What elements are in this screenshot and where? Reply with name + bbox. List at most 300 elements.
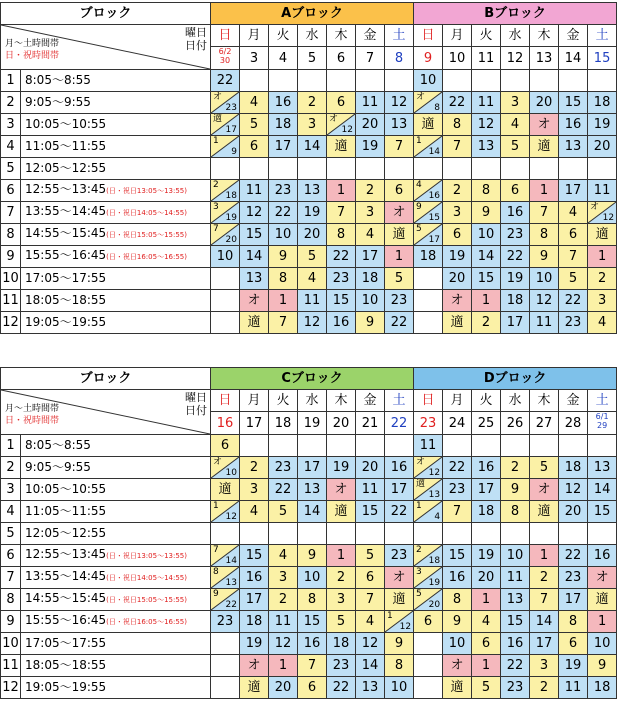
cell-value: 適 bbox=[595, 592, 609, 607]
cell-value: 8 bbox=[336, 227, 346, 242]
cell-value: 17 bbox=[506, 315, 524, 330]
cell-value: 9 bbox=[278, 249, 288, 264]
schedule-cell bbox=[559, 224, 588, 246]
date-text: 6 bbox=[336, 50, 346, 66]
slot-number: 9 bbox=[1, 611, 21, 633]
cell-value: 8 bbox=[452, 117, 462, 132]
schedule-cell bbox=[472, 92, 501, 114]
schedule-cell bbox=[356, 246, 385, 268]
date-cell bbox=[414, 412, 443, 435]
date-text: 25 bbox=[477, 415, 495, 431]
cell-value: 4 bbox=[365, 227, 375, 242]
schedule-cell bbox=[356, 655, 385, 677]
cell-value: 19 bbox=[564, 658, 582, 673]
weekday-cell: 日 bbox=[211, 390, 240, 412]
schedule-cell bbox=[559, 180, 588, 202]
schedule-cell bbox=[211, 70, 240, 92]
schedule-cell bbox=[414, 633, 443, 655]
cell-bottom-value: 12 bbox=[399, 622, 412, 632]
schedule-cell bbox=[298, 545, 327, 567]
cell-value: 適 bbox=[450, 680, 464, 695]
cell-value: 5 bbox=[394, 271, 404, 286]
schedule-cell bbox=[356, 136, 385, 158]
schedule-cell bbox=[356, 224, 385, 246]
schedule-cell bbox=[559, 677, 588, 699]
schedule-cell bbox=[472, 479, 501, 501]
schedule-cell bbox=[385, 633, 414, 655]
schedule-cell bbox=[588, 70, 617, 92]
schedule-cell bbox=[414, 457, 443, 479]
schedule-cell bbox=[356, 290, 385, 312]
time-range bbox=[21, 677, 211, 699]
block-header-row bbox=[1, 3, 617, 25]
cell-value: 16 bbox=[245, 570, 263, 585]
schedule-cell bbox=[385, 70, 414, 92]
cell-value: 13 bbox=[593, 460, 611, 475]
time-text: 15:55～16:45 bbox=[25, 613, 107, 627]
cell-value: 7 bbox=[452, 139, 462, 154]
schedule-cell bbox=[385, 224, 414, 246]
time-range bbox=[21, 70, 211, 92]
cell-value: 19 bbox=[506, 271, 524, 286]
block-name: Dブロック bbox=[414, 368, 617, 390]
cell-value: 8 bbox=[481, 183, 491, 198]
schedule-cell bbox=[414, 611, 443, 633]
time-slot-row bbox=[1, 114, 617, 136]
cell-value: 23 bbox=[274, 183, 292, 198]
holiday-time-text: (日・祝日16:05～16:55) bbox=[106, 618, 187, 626]
schedule-cell bbox=[530, 224, 559, 246]
date-cell bbox=[559, 47, 588, 70]
cell-value: 6 bbox=[452, 227, 462, 242]
schedule-cell bbox=[501, 136, 530, 158]
cell-bottom-value: 10 bbox=[225, 468, 237, 478]
date-text: 5 bbox=[307, 50, 317, 66]
cell-top-value: 1 bbox=[416, 501, 422, 511]
cell-bottom-value: 23 bbox=[225, 103, 237, 113]
schedule-cell bbox=[385, 114, 414, 136]
schedule-cell bbox=[327, 677, 356, 699]
cell-value: 1 bbox=[597, 614, 607, 629]
cell-value: 4 bbox=[568, 205, 578, 220]
schedule-cell bbox=[559, 457, 588, 479]
cell-value: 23 bbox=[332, 271, 350, 286]
schedule-cell bbox=[269, 114, 298, 136]
schedule-cell bbox=[559, 290, 588, 312]
schedule-cell bbox=[298, 457, 327, 479]
cell-value: 6 bbox=[423, 614, 433, 629]
cell-value: 6 bbox=[220, 438, 230, 453]
schedule-cell bbox=[588, 435, 617, 457]
cell-value: 5 bbox=[539, 460, 549, 475]
schedule-cell bbox=[240, 202, 269, 224]
schedule-cell bbox=[211, 224, 240, 246]
cell-top-value: オ bbox=[213, 92, 223, 102]
cell-value: 22 bbox=[332, 249, 350, 264]
slot-number: 12 bbox=[1, 312, 21, 334]
cell-value: 9 bbox=[481, 205, 491, 220]
cell-top-value: 4 bbox=[416, 180, 422, 190]
cell-value: 8 bbox=[539, 227, 549, 242]
schedule-cell bbox=[211, 567, 240, 589]
weekday-cell: 木 bbox=[327, 25, 356, 47]
schedule-cell bbox=[530, 457, 559, 479]
cell-top-value: オ bbox=[213, 457, 223, 467]
time-text: 11:05～11:55 bbox=[25, 139, 107, 153]
cell-value: 20 bbox=[448, 271, 466, 286]
schedule-cell bbox=[240, 435, 269, 457]
date-cell bbox=[298, 47, 327, 70]
schedule-cell bbox=[298, 70, 327, 92]
weekday-row bbox=[1, 390, 617, 412]
schedule-cell bbox=[472, 523, 501, 545]
schedule-cell bbox=[530, 501, 559, 523]
schedule-cell bbox=[530, 677, 559, 699]
schedule-cell bbox=[240, 457, 269, 479]
schedule-cell bbox=[559, 136, 588, 158]
schedule-cell bbox=[327, 246, 356, 268]
schedule-cell bbox=[559, 501, 588, 523]
cell-value: 18 bbox=[593, 95, 611, 110]
date-text: 17 bbox=[245, 415, 263, 431]
weekday-cell: 水 bbox=[298, 25, 327, 47]
slot-number: 6 bbox=[1, 180, 21, 202]
slot-number: 4 bbox=[1, 501, 21, 523]
schedule-cell bbox=[269, 589, 298, 611]
cell-bottom-value: 18 bbox=[225, 191, 237, 201]
schedule-cell bbox=[211, 290, 240, 312]
cell-bottom-value: 18 bbox=[428, 556, 441, 566]
cell-value: 10 bbox=[390, 680, 408, 695]
date-text: 10 bbox=[448, 50, 466, 66]
schedule-cell bbox=[298, 611, 327, 633]
cell-value: 16 bbox=[477, 460, 495, 475]
date-text: 27 bbox=[535, 415, 553, 431]
time-slot-row bbox=[1, 290, 617, 312]
cell-value: 3 bbox=[539, 658, 549, 673]
schedule-cell bbox=[240, 633, 269, 655]
date-text: 3 bbox=[249, 50, 259, 66]
schedule-cell bbox=[298, 567, 327, 589]
time-slot-row bbox=[1, 523, 617, 545]
schedule-cell bbox=[298, 202, 327, 224]
schedule-cell bbox=[443, 202, 472, 224]
schedule-cell bbox=[356, 435, 385, 457]
schedule-cell bbox=[211, 501, 240, 523]
schedule-cell bbox=[588, 246, 617, 268]
cell-value: 1 bbox=[539, 548, 549, 563]
slot-number: 11 bbox=[1, 290, 21, 312]
date-cell bbox=[530, 412, 559, 435]
cell-value: 4 bbox=[249, 504, 259, 519]
date-text: 20 bbox=[332, 415, 350, 431]
cell-bottom-value: 15 bbox=[428, 213, 441, 223]
cell-value: 3 bbox=[452, 205, 462, 220]
schedule-cell bbox=[240, 589, 269, 611]
cell-bottom-value: 9 bbox=[231, 147, 237, 157]
schedule-cell bbox=[211, 457, 240, 479]
weekday-cell: 金 bbox=[559, 25, 588, 47]
weekday-time-label: 月～土時間帯 bbox=[5, 39, 60, 49]
weekday-cell: 月 bbox=[443, 25, 472, 47]
schedule-cell bbox=[298, 523, 327, 545]
cell-value: 7 bbox=[539, 205, 549, 220]
cell-value: 20 bbox=[535, 95, 553, 110]
cell-value: 4 bbox=[278, 548, 288, 563]
cell-top-value: 適 bbox=[213, 114, 223, 124]
date-text: 28 bbox=[564, 415, 582, 431]
cell-value: 13 bbox=[303, 183, 321, 198]
cell-value: 15 bbox=[564, 95, 582, 110]
time-range bbox=[21, 633, 211, 655]
cell-value: 11 bbox=[506, 570, 524, 585]
schedule-cell bbox=[559, 589, 588, 611]
cell-value: 2 bbox=[481, 315, 491, 330]
block-label: ブロック bbox=[1, 368, 211, 390]
cell-value: 19 bbox=[448, 249, 466, 264]
cell-top-value: 8 bbox=[213, 567, 219, 577]
schedule-cell bbox=[501, 589, 530, 611]
schedule-cell bbox=[385, 158, 414, 180]
cell-value: 10 bbox=[448, 636, 466, 651]
schedule-cell bbox=[356, 268, 385, 290]
schedule-cell bbox=[588, 501, 617, 523]
date-cell bbox=[240, 412, 269, 435]
cell-value: 8 bbox=[510, 504, 520, 519]
schedule-cell bbox=[588, 224, 617, 246]
cell-value: 20 bbox=[303, 227, 321, 242]
cell-value: 10 bbox=[506, 548, 524, 563]
schedule-cell bbox=[356, 611, 385, 633]
schedule-cell bbox=[501, 567, 530, 589]
schedule-cell bbox=[211, 92, 240, 114]
slot-number: 1 bbox=[1, 435, 21, 457]
slot-number: 3 bbox=[1, 479, 21, 501]
cell-value: オ bbox=[537, 482, 551, 497]
date-cell bbox=[211, 47, 240, 70]
schedule-cell bbox=[356, 70, 385, 92]
cell-bottom-value: 14 bbox=[225, 556, 237, 566]
schedule-cell bbox=[269, 567, 298, 589]
schedule-cell bbox=[327, 655, 356, 677]
schedule-cell bbox=[443, 435, 472, 457]
holiday-time-text: (日・祝日13:05～13:55) bbox=[106, 552, 187, 560]
time-text: 19:05～19:55 bbox=[25, 315, 107, 329]
cell-bottom-value: 13 bbox=[225, 578, 237, 588]
schedule-cell bbox=[240, 312, 269, 334]
cell-value: 9 bbox=[510, 482, 520, 497]
schedule-cell bbox=[501, 158, 530, 180]
slot-number: 5 bbox=[1, 158, 21, 180]
schedule-cell bbox=[588, 523, 617, 545]
schedule-cell bbox=[559, 158, 588, 180]
block-name: Cブロック bbox=[211, 368, 414, 390]
cell-top-value: オ bbox=[416, 457, 426, 467]
time-slot-row bbox=[1, 545, 617, 567]
cell-value: 6 bbox=[481, 636, 491, 651]
cell-value: 10 bbox=[274, 227, 292, 242]
schedule-cell bbox=[211, 268, 240, 290]
schedule-cell bbox=[298, 677, 327, 699]
time-text: 9:05～9:55 bbox=[25, 460, 91, 474]
cell-bottom-value: 12 bbox=[602, 213, 615, 223]
cell-value: 12 bbox=[564, 482, 582, 497]
cell-top-value: 9 bbox=[213, 589, 219, 599]
schedule-cell bbox=[269, 655, 298, 677]
schedule-cell bbox=[211, 589, 240, 611]
date-cell bbox=[501, 412, 530, 435]
schedule-cell bbox=[240, 92, 269, 114]
cell-value: 適 bbox=[537, 139, 551, 154]
cell-value: 16 bbox=[506, 636, 524, 651]
cell-value: 1 bbox=[597, 249, 607, 264]
cell-value: 2 bbox=[307, 95, 317, 110]
cell-value: 3 bbox=[597, 293, 607, 308]
schedule-cell bbox=[385, 246, 414, 268]
schedule-cell bbox=[240, 523, 269, 545]
schedule-cell bbox=[269, 70, 298, 92]
cell-value: 18 bbox=[361, 271, 379, 286]
schedule-cell bbox=[240, 114, 269, 136]
weekday-cell: 火 bbox=[269, 25, 298, 47]
schedule-cell bbox=[385, 479, 414, 501]
time-slot-row bbox=[1, 268, 617, 290]
cell-value: 5 bbox=[249, 117, 259, 132]
holiday-time-label: 日・祝時間帯 bbox=[5, 51, 60, 61]
schedule-cell bbox=[530, 611, 559, 633]
weekday-cell: 日 bbox=[414, 390, 443, 412]
cell-value: 18 bbox=[245, 614, 263, 629]
date-cell bbox=[327, 412, 356, 435]
time-slot-row bbox=[1, 655, 617, 677]
schedule-cell bbox=[414, 479, 443, 501]
time-slot-row bbox=[1, 180, 617, 202]
schedule-cell bbox=[414, 202, 443, 224]
schedule-cell bbox=[530, 114, 559, 136]
schedule-cell bbox=[530, 633, 559, 655]
cell-value: 15 bbox=[332, 293, 350, 308]
cell-value: 4 bbox=[597, 315, 607, 330]
cell-value: 適 bbox=[247, 315, 261, 330]
schedule-cell bbox=[443, 457, 472, 479]
weekday-cell: 土 bbox=[588, 390, 617, 412]
cell-top-value: 2 bbox=[213, 180, 219, 190]
slot-number: 12 bbox=[1, 677, 21, 699]
date-cell bbox=[588, 47, 617, 70]
schedule-cell bbox=[588, 290, 617, 312]
schedule-cell bbox=[356, 312, 385, 334]
cell-value: 6 bbox=[249, 139, 259, 154]
cell-value: 23 bbox=[390, 548, 408, 563]
cell-bottom-value: 20 bbox=[225, 235, 237, 245]
time-slot-row bbox=[1, 501, 617, 523]
cell-top-value: 1 bbox=[387, 611, 393, 621]
weekday-cell: 火 bbox=[472, 390, 501, 412]
schedule-cell bbox=[356, 457, 385, 479]
schedule-cell bbox=[443, 290, 472, 312]
date-text: 14 bbox=[564, 50, 582, 66]
cell-value: オ bbox=[537, 117, 551, 132]
schedule-cell bbox=[559, 567, 588, 589]
cell-value: 12 bbox=[390, 95, 408, 110]
time-range bbox=[21, 180, 211, 202]
schedule-cell bbox=[588, 92, 617, 114]
schedule-cell bbox=[559, 479, 588, 501]
cell-value: 5 bbox=[307, 249, 317, 264]
cell-value: 10 bbox=[361, 293, 379, 308]
slot-number: 4 bbox=[1, 136, 21, 158]
schedule-cell bbox=[211, 114, 240, 136]
schedule-cell bbox=[211, 158, 240, 180]
schedule-cell bbox=[588, 633, 617, 655]
schedule-cell bbox=[530, 180, 559, 202]
schedule-cell bbox=[211, 677, 240, 699]
time-text: 12:55～13:45 bbox=[25, 547, 107, 561]
schedule-cell bbox=[385, 457, 414, 479]
cell-value: 23 bbox=[332, 658, 350, 673]
cell-value: オ bbox=[247, 658, 261, 673]
schedule-cell bbox=[414, 70, 443, 92]
cell-top-value: 1 bbox=[416, 136, 422, 146]
schedule-cell bbox=[298, 633, 327, 655]
schedule-cell bbox=[269, 92, 298, 114]
schedule-cell bbox=[269, 246, 298, 268]
cell-value: 11 bbox=[419, 438, 437, 453]
cell-value: 14 bbox=[535, 614, 553, 629]
cell-value: 10 bbox=[477, 227, 495, 242]
cell-value: 19 bbox=[332, 460, 350, 475]
cell-value: 8 bbox=[568, 614, 578, 629]
cell-value: 16 bbox=[332, 315, 350, 330]
cell-top-value: 2 bbox=[416, 545, 422, 555]
weekday-cell: 水 bbox=[298, 390, 327, 412]
slot-number: 9 bbox=[1, 246, 21, 268]
schedule-cell bbox=[472, 655, 501, 677]
schedule-cell bbox=[443, 114, 472, 136]
schedule-cell bbox=[327, 224, 356, 246]
cell-value: 11 bbox=[245, 183, 263, 198]
date-cell bbox=[385, 47, 414, 70]
schedule-cell bbox=[327, 114, 356, 136]
cell-top-value: オ bbox=[416, 92, 426, 102]
cell-value: 14 bbox=[477, 249, 495, 264]
schedule-cell bbox=[501, 92, 530, 114]
schedule-cell bbox=[472, 567, 501, 589]
time-slot-row bbox=[1, 246, 617, 268]
schedule-cell bbox=[472, 290, 501, 312]
schedule-cell bbox=[269, 312, 298, 334]
cell-value: 11 bbox=[274, 614, 292, 629]
schedule-cell bbox=[240, 545, 269, 567]
schedule-cell bbox=[559, 435, 588, 457]
schedule-cell bbox=[211, 655, 240, 677]
schedule-cell bbox=[414, 523, 443, 545]
cell-value: 1 bbox=[336, 183, 346, 198]
schedule-cell bbox=[588, 136, 617, 158]
schedule-cell bbox=[356, 545, 385, 567]
cell-value: 適 bbox=[450, 315, 464, 330]
cell-value: 8 bbox=[452, 592, 462, 607]
cell-value: 3 bbox=[307, 117, 317, 132]
cell-value: 5 bbox=[336, 614, 346, 629]
weekday-cell: 木 bbox=[327, 390, 356, 412]
cell-bottom-value: 22 bbox=[225, 600, 237, 610]
schedule-cell bbox=[414, 180, 443, 202]
cell-value: 18 bbox=[332, 636, 350, 651]
weekday-cell: 土 bbox=[385, 390, 414, 412]
schedule-cell bbox=[501, 202, 530, 224]
schedule-cell bbox=[414, 312, 443, 334]
